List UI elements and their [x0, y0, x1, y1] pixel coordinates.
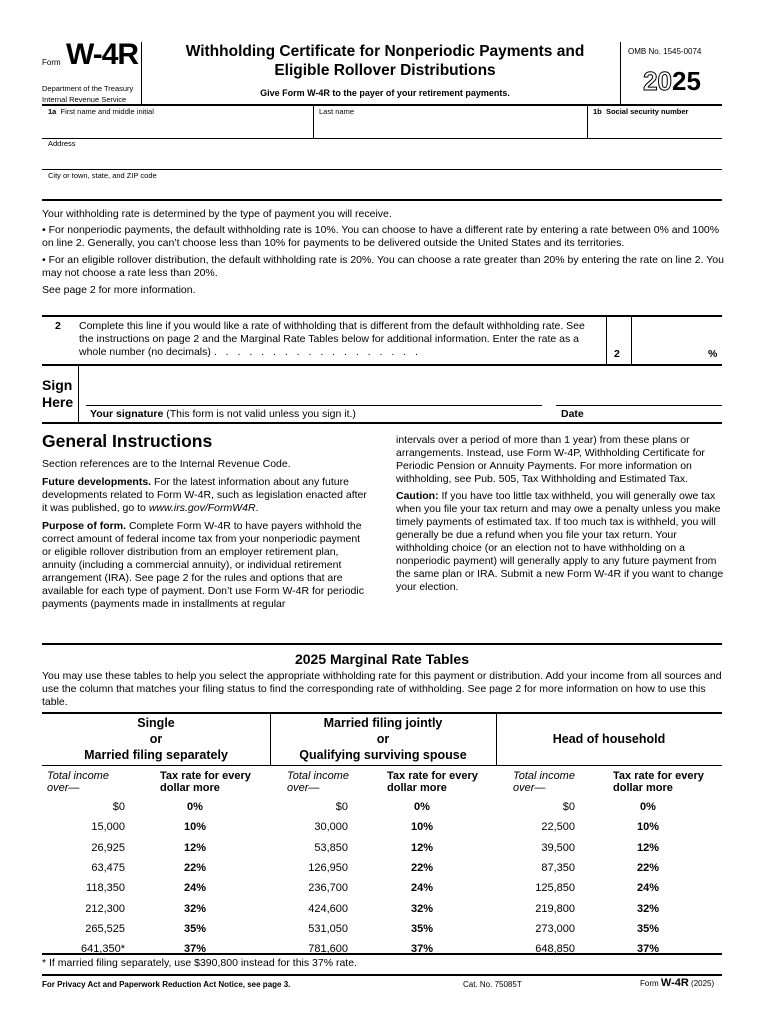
- percent-sign: %: [708, 348, 718, 360]
- joint-rate-cell: 35%: [410, 923, 434, 935]
- subheader-line: Tax rate for every: [160, 770, 251, 782]
- form-title-line: Withholding Certificate for Nonperiodic Payments and: [185, 43, 585, 60]
- intro-paragraph: Your withholding rate is determined by the type of payment you will receive.: [42, 208, 392, 220]
- joint-rate-cell: 22%: [410, 862, 434, 874]
- joint-rate-subheader: [387, 770, 478, 794]
- signature-caption: [90, 408, 356, 420]
- header-line: or: [149, 732, 163, 746]
- purpose-of-form: [42, 520, 370, 611]
- subheader-line: Total income: [513, 770, 575, 782]
- subheader-line: over—: [47, 782, 80, 794]
- single-income-subheader: [47, 770, 109, 794]
- single-column-header: [42, 715, 270, 763]
- ssn-label: [593, 107, 688, 116]
- header-line: Head of household: [552, 732, 666, 746]
- hoh-rate-cell: 22%: [636, 862, 660, 874]
- joint-income-cell: 424,600: [308, 903, 348, 915]
- hoh-income-cell: 219,800: [535, 903, 575, 915]
- joint-income-cell: 236,700: [308, 882, 348, 894]
- hoh-income-cell: 39,500: [541, 842, 575, 854]
- section-references: Section references are to the Internal Revenue Code.: [42, 458, 291, 470]
- single-income-cell: 212,300: [85, 903, 125, 915]
- hoh-rate-subheader: [613, 770, 704, 794]
- joint-income-cell: 126,950: [308, 862, 348, 874]
- city-state-zip-field[interactable]: [44, 182, 720, 198]
- form-word: Form: [42, 58, 61, 67]
- hoh-rate-cell: 37%: [636, 943, 660, 955]
- withholding-rate-input[interactable]: [633, 318, 707, 362]
- single-income-cell: 15,000: [91, 821, 125, 833]
- line-2-instruction: Complete this line if you would like a rate of withholding that is different from the default withholding rate. See the instructions on page 2 and the Marginal Rate Tables below for additional information. Enter the rate as a whole number (no decimals): [79, 320, 585, 358]
- department-line: Department of the Treasury: [42, 84, 134, 93]
- joint-rate-cell: 37%: [410, 943, 434, 955]
- footer-form-id: [640, 977, 714, 989]
- catalog-number: Cat. No. 75085T: [463, 980, 522, 989]
- single-income-cell: 118,350: [86, 882, 125, 894]
- intro-paragraph: • For an eligible rollover distribution, the default withholding rate is 20%. You can choose a rate greater than 20% by entering the rate on line 2. You may not choose a rate less than 20%.: [42, 254, 724, 279]
- sign-here-label: [42, 377, 73, 411]
- subheader-line: dollar more: [387, 782, 447, 794]
- date-label: Date: [561, 408, 584, 420]
- joint-rate-cell: 10%: [410, 821, 434, 833]
- sign-label-line: Here: [42, 394, 74, 410]
- intro: [42, 208, 724, 297]
- line-2-box-number: 2: [614, 348, 620, 360]
- single-rate-cell: 32%: [183, 903, 207, 915]
- caution-heading: Caution:: [396, 490, 439, 502]
- caution-paragraph: [396, 490, 724, 594]
- caution-text: If you have too little tax withheld, you will generally owe tax when you file your tax return and may owe a penalty unless you make timely payments of estimated tax. If too much tax is withheld, you will generally be due a refund when you file your tax return. Your withholding choice (or an election not to have withholding on a nonperiodic payment) will generally apply to any future payment from the same plan or IRA. Submit a new Form W-4R if you want to change your election.: [396, 490, 724, 593]
- line-2-text: [79, 320, 601, 359]
- rate-tables-heading: 2025 Marginal Rate Tables: [294, 651, 470, 667]
- header-line: Qualifying surviving spouse: [299, 748, 467, 762]
- hoh-rate-cell: 0%: [640, 801, 656, 813]
- subheader-line: dollar more: [160, 782, 220, 794]
- hoh-income-cell: 648,850: [535, 943, 575, 955]
- header-line: Married filing jointly: [323, 716, 443, 730]
- single-rate-cell: 35%: [183, 923, 207, 935]
- joint-column-header: [270, 715, 496, 763]
- last-name-label: Last name: [319, 107, 355, 116]
- footnote: * If married filing separately, use $390,800 instead for this 37% rate.: [42, 957, 357, 969]
- irs-link[interactable]: www.irs.gov/FormW4R: [148, 502, 256, 514]
- subheader-line: Total income: [47, 770, 109, 782]
- single-rate-cell: 10%: [183, 821, 207, 833]
- year-solid: 25: [672, 66, 701, 96]
- hoh-income-cell: 87,350: [541, 862, 575, 874]
- future-developments: [42, 476, 370, 515]
- department: [42, 83, 133, 105]
- single-rate-subheader: [160, 770, 251, 794]
- single-rate-cell: 12%: [183, 842, 207, 854]
- joint-rate-cell: 24%: [410, 882, 434, 894]
- single-income-cell: 265,525: [85, 923, 125, 935]
- joint-rate-cell: 12%: [410, 842, 434, 854]
- purpose-heading: Purpose of form.: [42, 520, 127, 532]
- hoh-income-cell: 125,850: [535, 882, 575, 894]
- purpose-text: Complete Form W-4R to have payers withhold the correct amount of federal income tax from your nonperiodic payment or eligible rollover distribution from an employer retirement plan, annuity (including a commercial annuity), or individual retirement arrangement (IRA). See page 2 for the rules and options that are available for each type of payment. Don’t use Form W-4R for periodic payments (payments made in installments at regular: [42, 520, 364, 610]
- subheader-line: Tax rate for every: [613, 770, 704, 782]
- hoh-income-cell: 22,500: [541, 821, 575, 833]
- joint-income-subheader: [287, 770, 349, 794]
- header-line: Single: [137, 716, 175, 730]
- hoh-column-header: [496, 731, 722, 747]
- rate-tables-intro: You may use these tables to help you select the appropriate withholding rate for this payment or distribution. Add your income from all sources and use the column that matches your filing status to find the corresponding rate of withholding. See page 2 for more information on how to use this table.: [42, 670, 722, 708]
- first-name-field[interactable]: [44, 118, 310, 136]
- future-developments-heading: Future developments.: [42, 476, 152, 488]
- hoh-income-cell: $0: [562, 801, 575, 813]
- instructions-left-column: [42, 458, 370, 611]
- date-field[interactable]: [556, 370, 720, 404]
- joint-income-cell: 781,600: [308, 943, 348, 955]
- subheader-line: over—: [287, 782, 320, 794]
- single-rate-cell: 24%: [183, 882, 207, 894]
- hoh-rate-cell: 32%: [636, 903, 660, 915]
- hoh-rate-cell: 24%: [636, 882, 660, 894]
- header-line: or: [376, 732, 390, 746]
- joint-rate-cell: 32%: [410, 903, 434, 915]
- intro-paragraph: • For nonperiodic payments, the default withholding rate is 10%. You can choose to have a different rate by entering a rate between 0% and 100% on line 2. Generally, you can’t choose less than 10% for payments to be delivered outside the United States and its territories.: [42, 224, 720, 249]
- joint-rate-cell: 0%: [414, 801, 430, 813]
- form-title-line: Eligible Rollover Distributions: [274, 62, 496, 79]
- last-name-field[interactable]: [316, 118, 584, 136]
- city-label: City or town, state, and ZIP code: [48, 171, 157, 180]
- line-1a-number: 1a: [48, 107, 57, 116]
- hoh-rate-cell: 10%: [636, 821, 660, 833]
- line-1b-label: Social security number: [605, 107, 689, 116]
- address-field[interactable]: [44, 150, 720, 168]
- single-income-cell: 641,350*: [80, 943, 125, 955]
- signature-note: (This form is not valid unless you sign it.): [166, 408, 356, 420]
- hoh-income-subheader: [513, 770, 575, 794]
- hoh-rate-cell: 12%: [636, 842, 660, 854]
- joint-income-cell: $0: [335, 801, 348, 813]
- joint-income-cell: 53,850: [314, 842, 348, 854]
- intro-paragraph: See page 2 for more information.: [42, 284, 196, 296]
- signature-field[interactable]: [86, 370, 538, 404]
- subheader-line: over—: [513, 782, 546, 794]
- single-rate-cell: 22%: [183, 862, 207, 874]
- single-rate-cell: 0%: [187, 801, 203, 813]
- form-number: W-4R: [66, 38, 139, 71]
- single-income-cell: 26,925: [91, 842, 125, 854]
- line-2-dots: . . . . . . . . . . . . . . . . . .: [213, 346, 421, 358]
- joint-income-cell: 30,000: [314, 821, 348, 833]
- year-outline: 20: [643, 66, 672, 96]
- footer-form-number: W-4R: [660, 977, 689, 989]
- give-instruction: Give Form W-4R to the payer of your retirement payments.: [260, 88, 510, 98]
- form-title: [150, 42, 620, 80]
- privacy-notice: For Privacy Act and Paperwork Reduction Act Notice, see page 3.: [42, 980, 291, 989]
- footer-form-word: Form: [640, 979, 659, 988]
- first-name-label: [48, 107, 154, 116]
- general-instructions-heading: General Instructions: [42, 431, 213, 451]
- ssn-field[interactable]: [590, 118, 720, 136]
- omb-number: OMB No. 1545-0074: [628, 47, 702, 56]
- line-1a-label: First name and middle initial: [60, 107, 154, 116]
- sign-label-line: Sign: [42, 377, 73, 393]
- subheader-line: dollar more: [613, 782, 673, 794]
- line-2-number: 2: [55, 320, 61, 332]
- hoh-rate-cell: 35%: [636, 923, 660, 935]
- hoh-income-cell: 273,000: [535, 923, 575, 935]
- subheader-line: Tax rate for every: [387, 770, 478, 782]
- department-line: Internal Revenue Service: [42, 95, 127, 104]
- signature-label: Your signature: [90, 408, 164, 420]
- address-label: Address: [48, 139, 76, 148]
- tax-year: [622, 66, 722, 97]
- joint-income-cell: 531,050: [308, 923, 348, 935]
- header-line: Married filing separately: [84, 748, 228, 762]
- future-developments-text: For the latest information about any future developments related to Form W-4R, such as legislation enacted after it was published, go to: [42, 476, 367, 514]
- period: .: [255, 502, 259, 514]
- subheader-line: Total income: [287, 770, 349, 782]
- single-income-cell: $0: [112, 801, 125, 813]
- line-1b-number: 1b: [593, 107, 602, 116]
- instructions-right-column: [396, 434, 724, 594]
- footer-year: (2025): [691, 979, 715, 988]
- single-income-cell: 63,475: [91, 862, 125, 874]
- single-rate-cell: 37%: [183, 943, 207, 955]
- right-column-continuation: intervals over a period of more than 1 year) from these plans or arrangements. Instead, use Form W-4P, Withholding Certificate for Periodic Pension or Annuity Payments. For more information on withholding, see Pub. 505, Tax Withholding and Estimated Tax.: [396, 434, 705, 485]
